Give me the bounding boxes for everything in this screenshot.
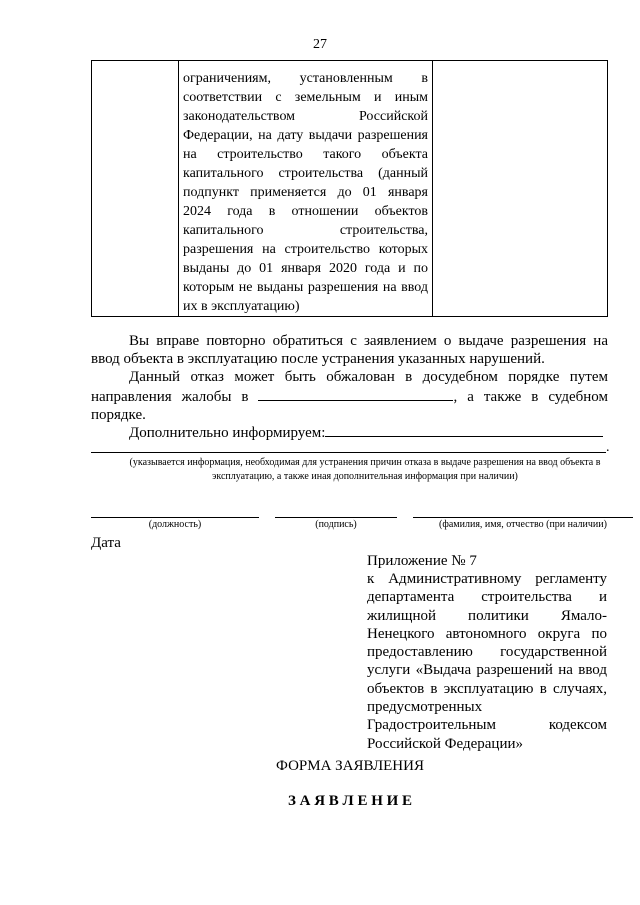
info-period: . bbox=[606, 440, 610, 455]
info-note: (указывается информация, необходимая для устранения причин отказа в выдаче разрешения на ввод объекта в эксплуатацию, а также иная дополнительная информация при наличии) bbox=[129, 457, 601, 482]
date-label: Дата bbox=[91, 535, 121, 551]
refusal-table bbox=[91, 60, 608, 317]
appendix-title: Приложение № 7 bbox=[367, 553, 477, 569]
application-title: З А Я В Л Е Н И Е bbox=[287, 793, 413, 809]
name-line bbox=[413, 517, 633, 518]
table-cell-text bbox=[179, 61, 433, 317]
table-cell-number bbox=[92, 61, 179, 317]
name-label: (фамилия, имя, отчество (при наличии) bbox=[439, 519, 607, 530]
info-blank-line bbox=[325, 422, 603, 437]
position-line bbox=[91, 517, 259, 518]
appendix-text: к Административному регламенту департамента строительства и жилищной политики Ямало-Ненецкого автономного округа по предоставлению государственной услуги «Выдача разрешений на ввод объектов в эксплуатацию в случаях, предусмотренных Градостроительным кодексом Российской Федерации» bbox=[367, 571, 607, 752]
paragraph-appeal bbox=[91, 368, 608, 424]
table-cell-content: ограничениям, установленным в соответствии с земельным и иным законодательством Российской Федерации, на дату выдачи разрешения на строительство такого объекта капитального строительства (данный подпункт применяется до 01 января 2024 года в отношении объектов капитального строительства, разрешения на строительство которых выданы до 01 января 2020 года и по которым не выданы разрешения на ввод их в эксплуатацию) bbox=[183, 71, 428, 314]
table-row bbox=[92, 61, 608, 317]
position-label: (должность) bbox=[148, 519, 202, 530]
appeal-text-start: Данный отказ может быть обжалован в досудебном порядке путем направления жалобы в bbox=[91, 369, 608, 405]
info-second-line bbox=[91, 452, 606, 453]
table-cell-explanation bbox=[433, 61, 608, 317]
signature-label: (подпись) bbox=[315, 519, 357, 530]
appeal-blank-line bbox=[258, 386, 453, 401]
info-label: Дополнительно информируем: bbox=[129, 425, 326, 441]
paragraph-info bbox=[129, 422, 619, 442]
form-title: ФОРМА ЗАЯВЛЕНИЯ bbox=[276, 758, 424, 774]
page-number: 27 bbox=[313, 37, 327, 52]
signature-line bbox=[275, 517, 397, 518]
appeal-text-end: , а также в судебном порядке. bbox=[91, 389, 609, 423]
paragraph-retry: Вы вправе повторно обратиться с заявлением о выдаче разрешения на ввод объекта в эксплуатацию после устранения указанных нарушений. bbox=[91, 333, 608, 367]
